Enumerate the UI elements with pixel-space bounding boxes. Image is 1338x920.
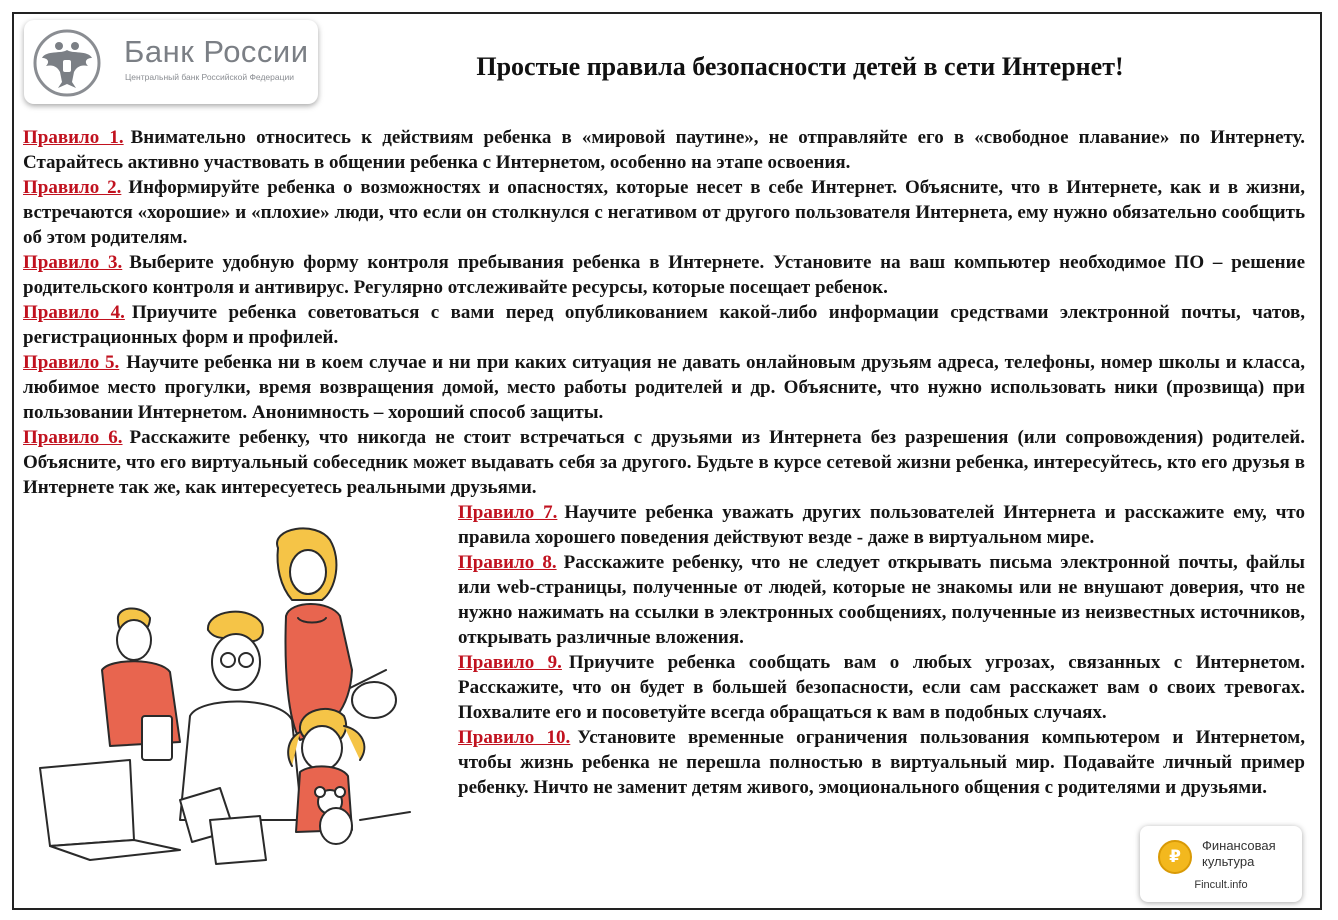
- fincult-url[interactable]: Fincult.info: [1194, 879, 1248, 891]
- rule-text: Расскажите ребенку, что не следует открывать письма электронной почты, файлы или web-страницы, полученные от людей, которые не знакомы или не внушают доверия, что не нужно нажимать на ссылки в электронных сообщениях, полученные из неизвестных источников, открывать различные вложения.: [458, 552, 1305, 648]
- rules-list-top: [23, 125, 1305, 500]
- rule-text: Информируйте ребенка о возможностях и опасностях, которые несет в себе Интернет. Объясните, что в Интернете, как и в жизни, встречаются «хорошие» и «плохие» люди, что если он столкнулся с негативом от другого пользователя Интернета, ему нужно обязательно сообщить об этом родителям.: [23, 177, 1306, 248]
- rule-label: Правило 3.: [23, 252, 123, 273]
- page-title: Простые правила безопасности детей в сети Интернет!: [476, 52, 1124, 81]
- rule-10: [458, 725, 1305, 800]
- rule-text: Расскажите ребенку, что никогда не стоит встречаться с друзьями из Интернета без разрешения (или сопровождения) родителей. Объясните, что его виртуальный собеседник может выдавать себя за другого. Будьте в курсе сетевой жизни ребенка, интересуйтесь, кто его друзья в Интернете так же, как интересуетесь реальными друзьями.: [23, 427, 1305, 498]
- bank-name: Банк России: [124, 34, 309, 69]
- rule-label: Правило 5.: [23, 352, 120, 373]
- rule-7: [458, 500, 1305, 550]
- rules-list-bottom: [458, 500, 1305, 800]
- rule-text: Научите ребенка уважать других пользователей Интернета и расскажите ему, что правила хорошего поведения действуют везде - даже в виртуальном мире.: [458, 502, 1306, 548]
- rule-6: [23, 425, 1305, 500]
- rule-8: [458, 550, 1305, 650]
- rule-text: Приучите ребенка советоваться с вами перед опубликованием какой-либо информации средствами электронной почты, чатов, регистрационных форм и профилей.: [23, 302, 1305, 348]
- rule-5: [23, 350, 1305, 425]
- fincult-title: Финансовая культура: [1202, 838, 1276, 869]
- rule-1: [23, 125, 1305, 175]
- ruble-coin-icon: ₽: [1158, 840, 1192, 874]
- rule-3: [23, 250, 1305, 300]
- rule-label: Правило 6.: [23, 427, 123, 448]
- bank-of-russia-logo: [24, 20, 318, 104]
- rule-label: Правило 9.: [458, 652, 562, 673]
- rule-9: [458, 650, 1305, 725]
- rule-label: Правило 7.: [458, 502, 558, 523]
- rule-2: [23, 175, 1305, 250]
- family-computer-illustration: [30, 520, 430, 870]
- eagle-emblem-icon: [32, 28, 102, 98]
- rule-text: Внимательно относитесь к действиям ребенка в «мировой паутине», не отправляйте его в «свободное плавание» по Интернету. Старайтесь активно участвовать в общении ребенка с Интернетом, особенно на этапе освоения.: [23, 127, 1305, 173]
- rule-text: Научите ребенка ни в коем случае и ни при каких ситуация не давать онлайновым друзьям адреса, телефоны, номер школы и класса, любимое место прогулки, время возвращения домой, место работы родителей и др. Объясните, что нужно использовать ники (прозвища) при пользовании Интернетом. Анонимность – хороший способ защиты.: [23, 352, 1305, 423]
- rule-label: Правило 2.: [23, 177, 122, 198]
- rule-text: Выберите удобную форму контроля пребывания ребенка в Интернете. Установите на ваш компьютер необходимое ПО – решение родительского контроля и антивирус. Регулярно отслеживайте ресурсы, которые посещает ребенок.: [23, 252, 1305, 298]
- fincult-badge[interactable]: [1140, 826, 1302, 902]
- rule-label: Правило 1.: [23, 127, 124, 148]
- rule-4: [23, 300, 1305, 350]
- rule-label: Правило 10.: [458, 727, 571, 748]
- bank-subtitle: Центральный банк Российской Федерации: [125, 72, 294, 82]
- rule-text: Установите временные ограничения пользования компьютером и Интернетом, чтобы жизнь ребенка не перешла полностью в виртуальный мир. Подавайте личный пример ребенку. Ничто не заменит детям живого, эмоционального общения с родителями и друзьями.: [458, 727, 1305, 798]
- rule-text: Приучите ребенка сообщать вам о любых угрозах, связанных с Интернетом. Расскажите, что он будет в большей безопасности, если сам расскажет вам о своих тревогах. Похвалите его и посоветуйте всегда обращаться к вам в подобных случаях.: [458, 652, 1305, 723]
- rule-label: Правило 8.: [458, 552, 557, 573]
- rule-label: Правило 4.: [23, 302, 125, 323]
